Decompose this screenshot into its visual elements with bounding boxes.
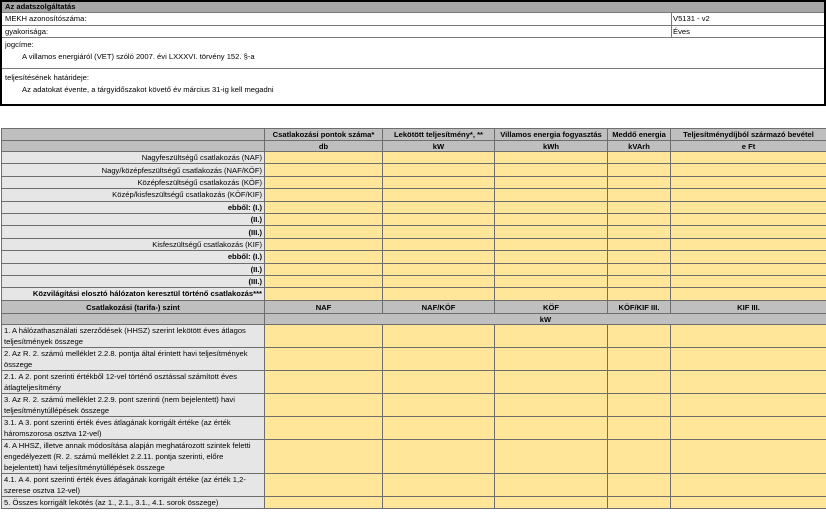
table2-row-label: 3.1. A 3. pont szerinti érték éves átlagának korrigált értéke (az érték háromszorosa osztva 12-vel) [2,417,265,440]
unit-eft: e Ft [671,141,826,152]
table2-row [2,440,826,474]
table1-input-cell[interactable] [495,213,608,225]
table1-row [2,263,826,275]
table1-row [2,176,826,188]
table2-input-cell[interactable] [265,417,383,440]
col-header-kif-iii: KIF III. [671,301,826,314]
table2-input-cell[interactable] [671,474,826,497]
table1-input-cell[interactable] [383,189,495,201]
table1-unit-corner [2,141,265,152]
table1-input-cell[interactable] [383,238,495,250]
table2-input-cell[interactable] [608,474,671,497]
hatarido-value: Az adatokat évente, a tárgyidőszakot követő év március 31-ig kell megadni [22,85,274,94]
table2-input-cell[interactable] [495,325,608,348]
table1-input-cell[interactable] [671,176,826,188]
table2-input-cell[interactable] [608,371,671,394]
table1-input-cell[interactable] [495,288,608,300]
table2-body [2,325,826,509]
table2-input-cell[interactable] [495,474,608,497]
table2-row-label: 2.1. A 2. pont szerinti értékből 12-vel történő osztással számított éves átlagteljesítmény [2,371,265,394]
table2-input-cell[interactable] [383,348,495,371]
table1-input-cell[interactable] [671,152,826,164]
azonosito-label: MEKH azonosítószáma: [5,14,87,23]
info-row-gyakorisag [2,26,824,38]
table2-input-cell[interactable] [495,394,608,417]
col-header-teljesitmenydij: Teljesítménydíjból származó bevétel [671,129,826,141]
table1-row [2,213,826,225]
table1-input-cell[interactable] [495,201,608,213]
table1-input-cell[interactable] [671,213,826,225]
table2-input-cell[interactable] [495,417,608,440]
table1-input-cell[interactable] [671,164,826,176]
table1-input-cell[interactable] [608,201,671,213]
table1-row [2,164,826,176]
table1-input-cell[interactable] [265,164,383,176]
table2-input-cell[interactable] [671,348,826,371]
table1-input-cell[interactable] [671,201,826,213]
table2-input-cell[interactable] [383,417,495,440]
table2-input-cell[interactable] [265,394,383,417]
table1-input-cell[interactable] [265,201,383,213]
info-row-jogcime [2,38,824,69]
table1-input-cell[interactable] [495,251,608,263]
table2-input-cell[interactable] [608,417,671,440]
table1-input-cell[interactable] [383,152,495,164]
table2-input-cell[interactable] [495,348,608,371]
table1-input-cell[interactable] [265,251,383,263]
table2-input-cell[interactable] [495,440,608,474]
unit-kwh: kWh [495,141,608,152]
table1-row-label: Nagy/középfeszültségű csatlakozás (NAF/KÖF) [2,164,265,176]
table2-row-label: 2. Az R. 2. számú melléklet 2.2.8. pontja által érintett havi teljesítmények összege [2,348,265,371]
table1-input-cell[interactable] [265,238,383,250]
table1-input-cell[interactable] [265,263,383,275]
table2-input-cell[interactable] [608,348,671,371]
table2-input-cell[interactable] [671,325,826,348]
unit-db: db [265,141,383,152]
table2-row [2,394,826,417]
col-header-meddo-energia: Meddő energia [608,129,671,141]
info-block [0,0,826,106]
info-row-hatarido [2,69,824,104]
table1-input-cell[interactable] [495,164,608,176]
table1-body [2,152,826,301]
col-header-lekotott-teljesitmeny: Lekötött teljesítmény*, ** [383,129,495,141]
table2-row-label: 3. Az R. 2. számú melléklet 2.2.9. pont szerinti (nem bejelentett) havi teljesítménytúllépések összege [2,394,265,417]
table2-unit-kw: kW [265,314,826,325]
table2-input-cell[interactable] [671,417,826,440]
table1-row [2,226,826,238]
table2-input-cell[interactable] [265,348,383,371]
jogcime-label: jogcíme: [5,40,34,49]
table1-row [2,238,826,250]
table2-input-cell[interactable] [265,325,383,348]
table1-input-cell[interactable] [671,275,826,287]
table2-input-cell[interactable] [671,440,826,474]
col-header-kof-kif-iii: KÖF/KIF III. [608,301,671,314]
table1-input-cell[interactable] [383,176,495,188]
table1-input-cell[interactable] [671,288,826,300]
table1-input-cell[interactable] [265,189,383,201]
table1-input-cell[interactable] [608,152,671,164]
col-header-naf: NAF [265,301,383,314]
table1-input-cell[interactable] [608,189,671,201]
table1-unit-row [2,141,826,152]
table2-row-label: 4.1. A 4. pont szerinti érték éves átlagának korrigált értéke (az érték 1,2-szerese osztva 12-vel) [2,474,265,497]
table2-input-cell[interactable] [265,371,383,394]
table1-row-label: (III.) [2,275,265,287]
table1-input-cell[interactable] [608,275,671,287]
table1-input-cell[interactable] [265,226,383,238]
info-title-bar [2,2,824,13]
table1-row-label: (II.) [2,213,265,225]
table1-row [2,251,826,263]
table1-input-cell[interactable] [671,238,826,250]
table1-input-cell[interactable] [608,164,671,176]
table1-row-label: (III.) [2,226,265,238]
table1-row-label: ebből: (I.) [2,251,265,263]
table1-row-label: Közép/kisfeszültségű csatlakozás (KÖF/KIF) [2,189,265,201]
table1-input-cell[interactable] [671,251,826,263]
col-header-villamos-energia: Villamos energia fogyasztás [495,129,608,141]
table1-input-cell[interactable] [495,176,608,188]
table1-input-cell[interactable] [265,176,383,188]
table2-input-cell[interactable] [608,497,671,509]
table1-row-label: Közvilágítási elosztó hálózaton keresztül történő csatlakozás*** [2,288,265,300]
table2-input-cell[interactable] [383,394,495,417]
table1-input-cell[interactable] [608,226,671,238]
table2-input-cell[interactable] [383,440,495,474]
table1-row [2,201,826,213]
table1-input-cell[interactable] [608,263,671,275]
table2-corner-label: Csatlakozási (tarifa-) szint [2,301,265,314]
table1-input-cell[interactable] [671,226,826,238]
table2-input-cell[interactable] [671,497,826,509]
table1-input-cell[interactable] [608,213,671,225]
table2-input-cell[interactable] [608,325,671,348]
gyakorisag-value: Éves [673,27,690,36]
table1-input-cell[interactable] [383,288,495,300]
unit-kw: kW [383,141,495,152]
table2-input-cell[interactable] [383,497,495,509]
table1-input-cell[interactable] [265,288,383,300]
table1-row-label: ebből: (I.) [2,201,265,213]
table1-input-cell[interactable] [265,213,383,225]
table1-input-cell[interactable] [265,152,383,164]
table2-input-cell[interactable] [265,474,383,497]
table2-row-label: 5. Összes korrigált lekötés (az 1., 2.1., 3.1., 4.1. sorok összege) [2,497,265,509]
table2-input-cell[interactable] [383,474,495,497]
table1-input-cell[interactable] [671,263,826,275]
unit-kvarh: kVArh [608,141,671,152]
table1-input-cell[interactable] [383,263,495,275]
table1-input-cell[interactable] [383,226,495,238]
table2-input-cell[interactable] [608,440,671,474]
table2-row [2,371,826,394]
table1-input-cell[interactable] [495,152,608,164]
table1-header-row [2,129,826,141]
table1-row [2,189,826,201]
table2-row [2,474,826,497]
table2-unit-row [2,314,826,325]
table1-input-cell[interactable] [671,189,826,201]
table1-row [2,275,826,287]
col-header-naf-kof: NAF/KÖF [383,301,495,314]
col-header-kof: KÖF [495,301,608,314]
table1-corner [2,129,265,141]
table2-input-cell[interactable] [383,371,495,394]
table2-input-cell[interactable] [671,394,826,417]
table1-row-label: Kisfeszültségű csatlakozás (KIF) [2,238,265,250]
info-row-azonosito [2,13,824,26]
hatarido-label: teljesítésének határideje: [5,73,90,82]
table1-input-cell[interactable] [383,201,495,213]
table1-row [2,288,826,300]
table-connection-points [1,128,826,301]
table1-row-label: (II.) [2,263,265,275]
table2-input-cell[interactable] [265,497,383,509]
gyakorisag-label: gyakorisága: [5,27,49,36]
table1-input-cell[interactable] [495,275,608,287]
table1-input-cell[interactable] [383,251,495,263]
table2-row-label: 4. A HHSZ, illetve annak módosítása alapján meghatározott szintek feletti engedélyezett (R. 2. számú melléklet 2.2.11. pontja szerinti, előre bejelentett) havi teljesítménytúllépések összege [2,440,265,474]
table1-input-cell[interactable] [495,263,608,275]
info-title: Az adatszolgáltatás [5,2,76,11]
table1-input-cell[interactable] [495,189,608,201]
col-header-csatlakozasi-pontok: Csatlakozási pontok száma* [265,129,383,141]
table2-row [2,348,826,371]
table1-row-label: Nagyfeszültségű csatlakozás (NAF) [2,152,265,164]
table2-row-label: 1. A hálózathasználati szerződések (HHSZ) szerint lekötött éves átlagos teljesítmények összege [2,325,265,348]
table2-row [2,417,826,440]
table2-row [2,497,826,509]
table1-row [2,152,826,164]
table2-input-cell[interactable] [608,394,671,417]
table1-input-cell[interactable] [383,164,495,176]
table-tariff-levels [1,300,826,509]
jogcime-value: A villamos energiáról (VET) szóló 2007. évi LXXXVI. törvény 152. §-a [22,52,255,61]
table1-input-cell[interactable] [608,238,671,250]
table1-input-cell[interactable] [495,226,608,238]
table2-input-cell[interactable] [383,325,495,348]
table2-row [2,325,826,348]
table1-input-cell[interactable] [608,251,671,263]
table2-unit-corner [2,314,265,325]
table2-input-cell[interactable] [495,497,608,509]
table1-input-cell[interactable] [608,176,671,188]
table1-input-cell[interactable] [265,275,383,287]
table1-input-cell[interactable] [383,275,495,287]
table1-input-cell[interactable] [495,238,608,250]
table1-input-cell[interactable] [608,288,671,300]
table2-input-cell[interactable] [671,371,826,394]
table2-header-row [2,301,826,314]
table2-input-cell[interactable] [495,371,608,394]
azonosito-value: V5131 - v2 [673,14,710,23]
table1-input-cell[interactable] [383,213,495,225]
table1-row-label: Középfeszültségű csatlakozás (KÖF) [2,176,265,188]
table2-input-cell[interactable] [265,440,383,474]
